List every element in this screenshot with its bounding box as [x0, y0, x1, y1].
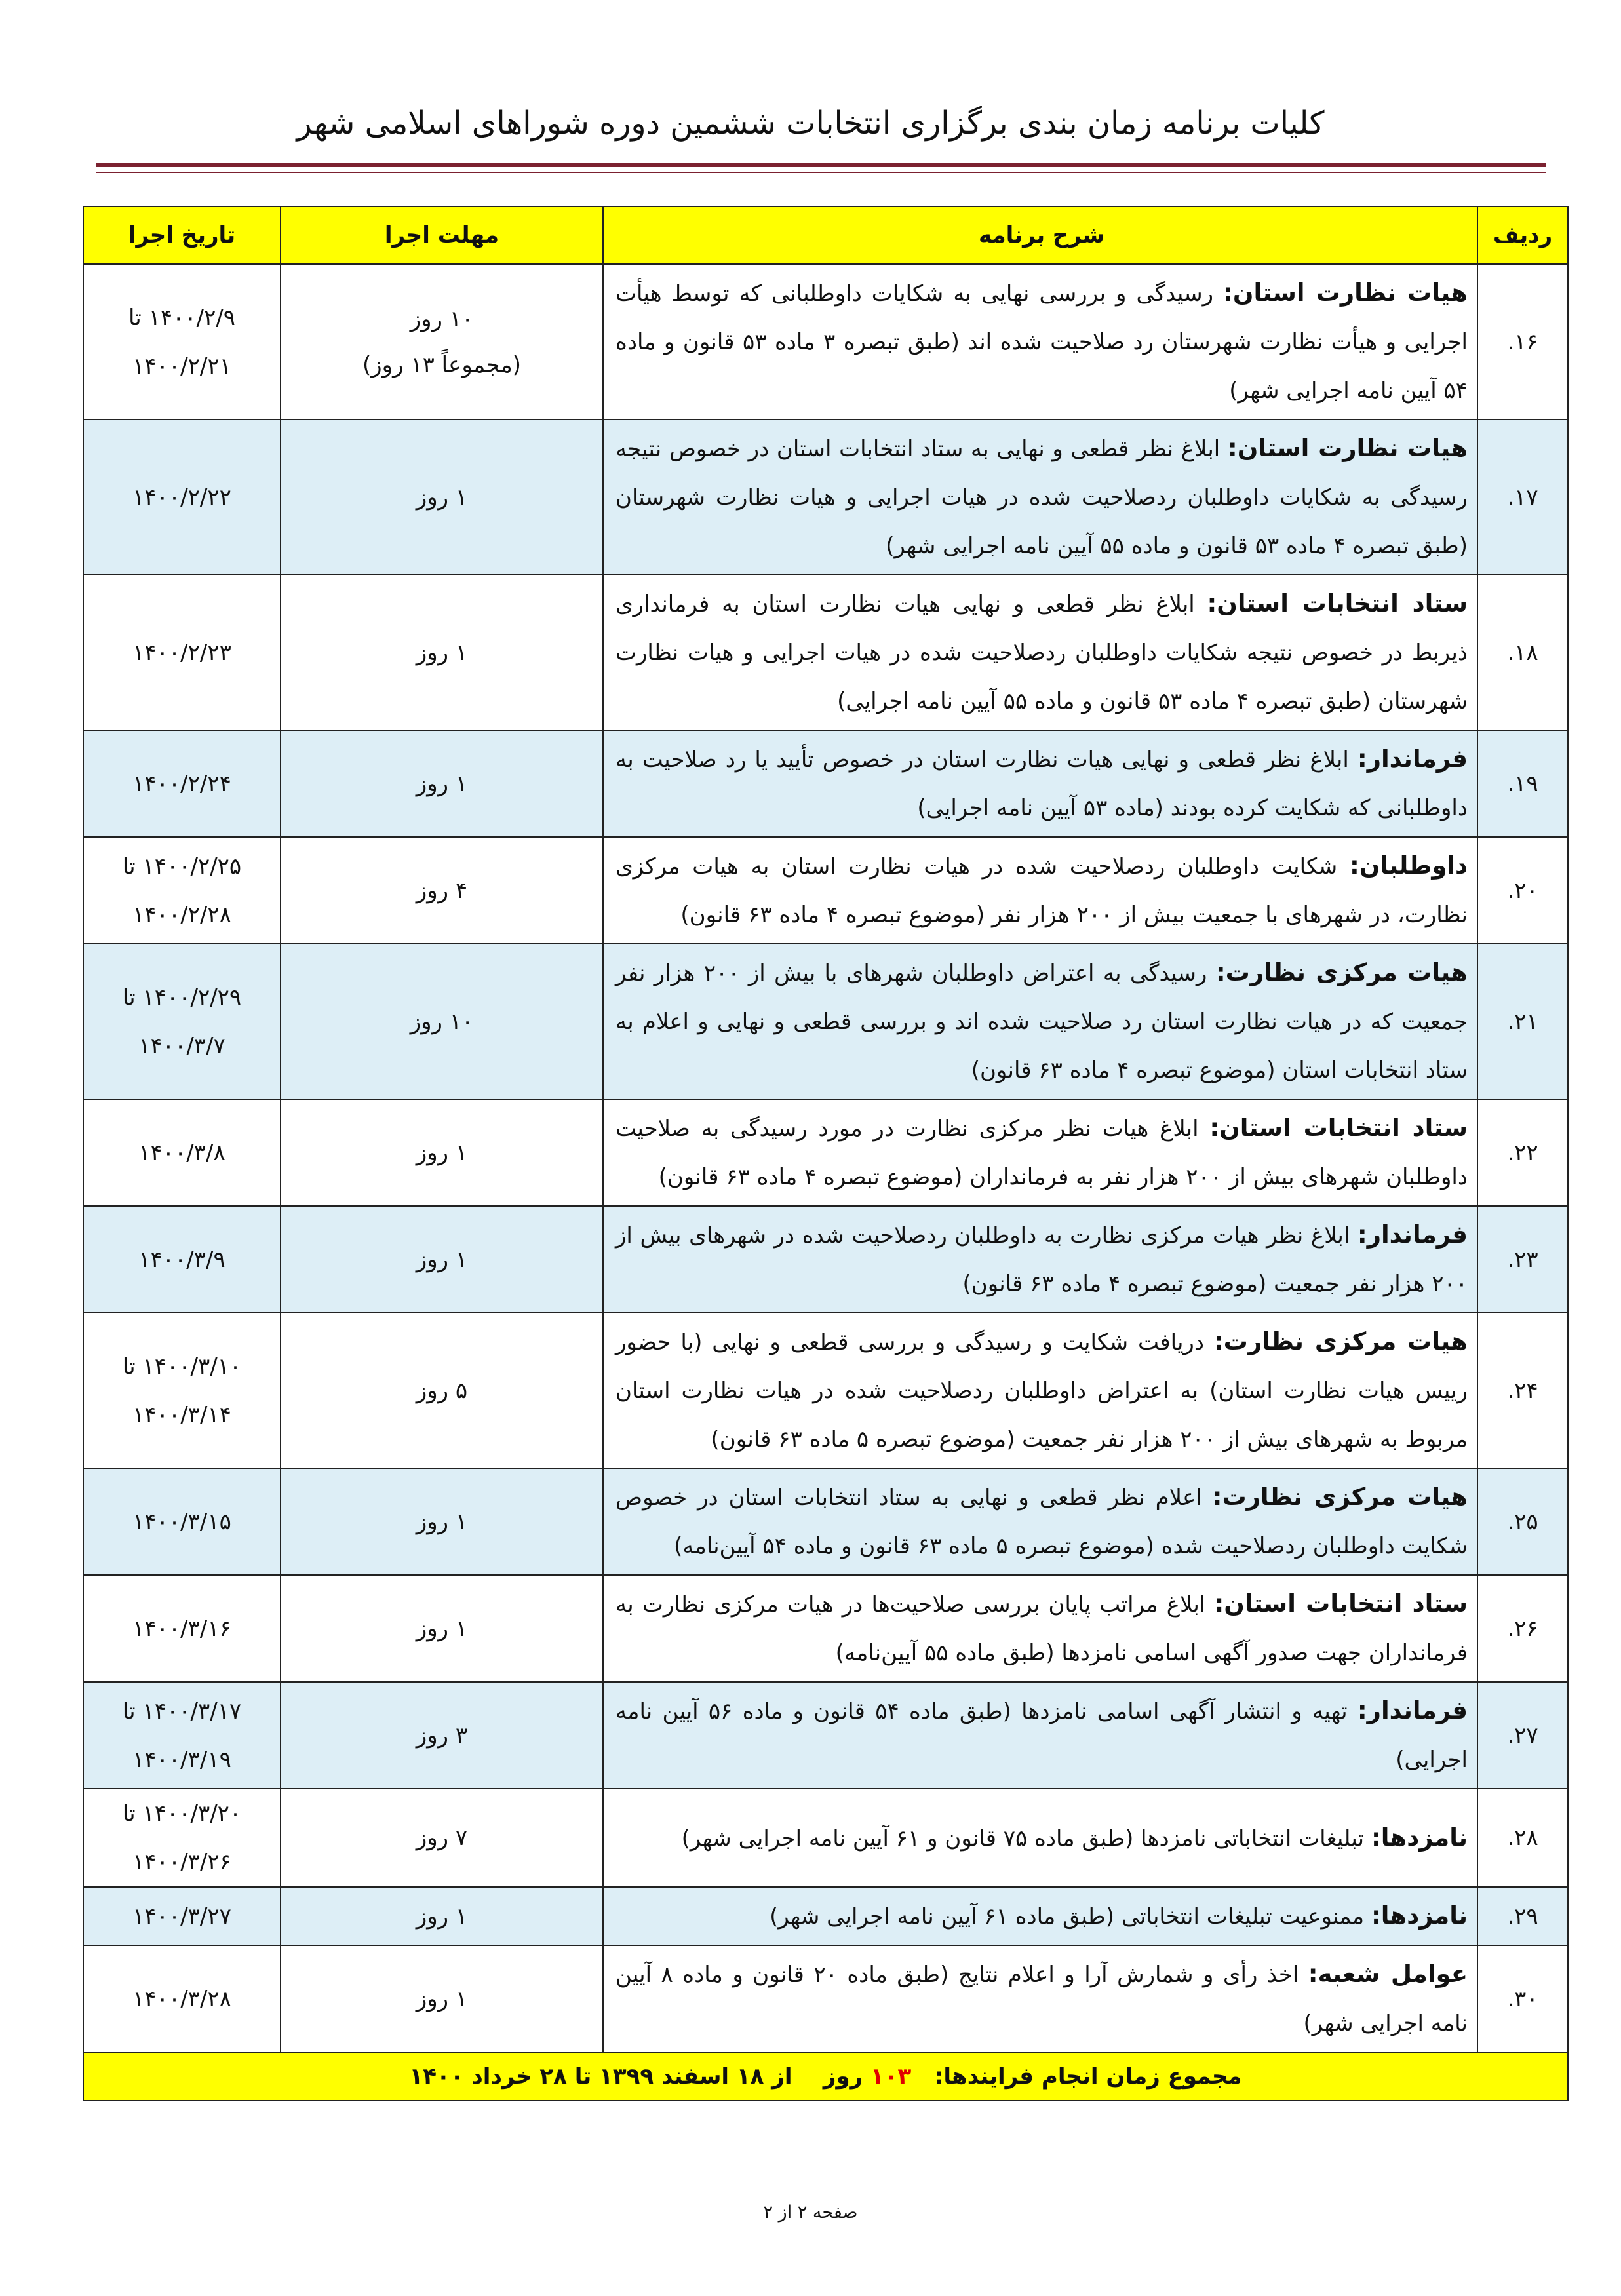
- row-number: ۲۵.: [1477, 1468, 1568, 1575]
- date-from: ۱۴۰۰/۳/۲۸: [132, 1985, 231, 2012]
- table-row: [83, 1099, 1568, 1206]
- date-from: ۱۴۰۰/۲/۲۹ تا: [122, 984, 242, 1011]
- date-from: ۱۴۰۰/۲/۹ تا: [128, 304, 236, 331]
- row-text: ابلاغ نظر قطعی و نهایی هیات نظارت استان در خصوص تأیید یا رد صلاحیت به داوطلبانی که شکایت کرده بودند (ماده ۵۳ آیین نامه اجرایی): [615, 747, 1468, 821]
- summary-label: مجموع زمان انجام فرایندها:: [934, 2063, 1242, 2090]
- summary-days-value: ۱۰۳: [870, 2063, 912, 2090]
- row-description: [603, 1206, 1477, 1313]
- row-duration: [281, 575, 603, 730]
- duration-value: ۱۰ روز: [410, 1008, 474, 1035]
- row-description: [603, 1682, 1477, 1789]
- row-description: [603, 944, 1477, 1099]
- date-from: ۱۴۰۰/۳/۲۰ تا: [122, 1800, 242, 1827]
- row-date: [83, 575, 281, 730]
- date-to: ۱۴۰۰/۳/۷: [138, 1032, 225, 1059]
- row-number: ۳۰.: [1477, 1945, 1568, 2052]
- row-date: [83, 1313, 281, 1468]
- summary-row: [83, 2052, 1568, 2101]
- duration-value: ۷ روز: [416, 1825, 468, 1851]
- row-duration: [281, 1206, 603, 1313]
- summary-range: از ۱۸ اسفند ۱۳۹۹ تا ۲۸ خرداد ۱۴۰۰: [409, 2063, 792, 2090]
- row-date: [83, 730, 281, 837]
- header-duration: مهلت اجرا: [281, 206, 603, 264]
- row-number: ۲۴.: [1477, 1313, 1568, 1468]
- date-from: ۱۴۰۰/۳/۸: [138, 1139, 225, 1166]
- row-text: تهیه و انتشار آگهی اسامی نامزدها (طبق ماده ۵۴ قانون و ماده ۵۶ آیین نامه اجرایی): [615, 1698, 1468, 1773]
- duration-value: ۱۰ روز: [410, 305, 474, 332]
- row-number: ۱۶.: [1477, 264, 1568, 419]
- duration-value: ۱ روز: [416, 1508, 468, 1535]
- row-text: ابلاغ نظر هیات مرکزی نظارت به داوطلبان ردصلاحیت شده در شهرهای بیش از ۲۰۰ هزار نفر جمعیت (موضوع تبصره ۴ ماده ۶۳ قانون): [615, 1222, 1468, 1297]
- row-actor: هیات مرکزی نظارت:: [1212, 1483, 1468, 1511]
- row-number: ۲۶.: [1477, 1575, 1568, 1682]
- row-description: [603, 837, 1477, 944]
- duration-value: ۱ روز: [416, 1615, 468, 1642]
- row-actor: ستاد انتخابات استان:: [1214, 1589, 1468, 1618]
- date-to: ۱۴۰۰/۳/۱۹: [132, 1746, 231, 1773]
- row-duration: [281, 1887, 603, 1945]
- row-date: [83, 837, 281, 944]
- date-to: ۱۴۰۰/۳/۱۴: [132, 1401, 231, 1428]
- table-row: [83, 837, 1568, 944]
- row-number: ۲۰.: [1477, 837, 1568, 944]
- row-description: [603, 264, 1477, 419]
- duration-value: ۱ روز: [416, 1985, 468, 2012]
- row-number: ۲۳.: [1477, 1206, 1568, 1313]
- row-text: ابلاغ هیات نظر مرکزی نظارت در مورد رسیدگی به صلاحیت داوطلبان شهرهای بیش از ۲۰۰ هزار نفر به فرمانداران (موضوع تبصره ۴ ماده ۶۳ قانون): [615, 1116, 1468, 1190]
- row-number: ۲۹.: [1477, 1887, 1568, 1945]
- duration-value: ۱ روز: [416, 484, 468, 511]
- row-text: ممنوعیت تبلیغات انتخاباتی (طبق ماده ۶۱ آیین نامه اجرایی شهر): [770, 1903, 1371, 1930]
- table-row: [83, 1575, 1568, 1682]
- title-divider: [96, 163, 1546, 167]
- duration-value: ۱ روز: [416, 770, 468, 797]
- row-actor: فرماندار:: [1357, 745, 1468, 773]
- row-actor: نامزدها:: [1371, 1823, 1468, 1852]
- row-text: دریافت شکایت و رسیدگی و بررسی قطعی و نهایی (با حضور رییس هیات نظارت استان) به اعتراض داوطلبان ردصلاحیت شده در هیات نظارت استان مربوط به شهرهای بیش از ۲۰۰ هزار نفر جمعیت (موضوع تبصره ۵ ماده ۶۳ قانون): [615, 1329, 1468, 1452]
- row-actor: عوامل شعبه:: [1308, 1960, 1468, 1988]
- row-description: [603, 1789, 1477, 1887]
- row-actor: ستاد انتخابات استان:: [1209, 1114, 1468, 1142]
- row-date: [83, 1206, 281, 1313]
- duration-value: ۳ روز: [416, 1722, 468, 1749]
- row-date: [83, 1575, 281, 1682]
- duration-value: ۱ روز: [416, 1139, 468, 1166]
- row-number: ۱۹.: [1477, 730, 1568, 837]
- row-actor: نامزدها:: [1371, 1901, 1468, 1930]
- date-from: ۱۴۰۰/۲/۲۵ تا: [122, 853, 242, 880]
- duration-value: ۱ روز: [416, 1903, 468, 1930]
- table-row: [83, 730, 1568, 837]
- table-row: [83, 1468, 1568, 1575]
- row-date: [83, 1789, 281, 1887]
- row-description: [603, 575, 1477, 730]
- row-date: [83, 419, 281, 575]
- header-description: شرح برنامه: [603, 206, 1477, 264]
- table-row: [83, 575, 1568, 730]
- date-from: ۱۴۰۰/۳/۱۰ تا: [122, 1353, 242, 1380]
- row-text: رسیدگی و بررسی نهایی به شکایات داوطلبانی که توسط هیأت اجرایی و هیأت نظارت شهرستان رد صلاحیت شده اند (طبق تبصره ۳ ماده ۵۳ قانون و ماده ۵۴ آیین نامه اجرایی شهر): [615, 281, 1468, 404]
- row-number: ۱۸.: [1477, 575, 1568, 730]
- row-duration: [281, 419, 603, 575]
- row-text: اعلام نظر قطعی و نهایی به ستاد انتخابات استان در خصوص شکایت داوطلبان ردصلاحیت شده (موضوع تبصره ۵ ماده ۶۳ قانون و ماده ۵۴ آیین‌نامه): [615, 1485, 1468, 1559]
- duration-value: ۱ روز: [416, 1246, 468, 1273]
- table-row: [83, 264, 1568, 419]
- row-description: [603, 1887, 1477, 1945]
- row-duration: [281, 264, 603, 419]
- row-actor: هیات مرکزی نظارت:: [1215, 958, 1468, 986]
- page-footer: صفحه ۲ از ۲: [763, 2202, 858, 2223]
- row-duration: [281, 1682, 603, 1789]
- row-text: ابلاغ نظر قطعی و نهایی هیات نظارت استان به فرمانداری ذیربط در خصوص نتیجه شکایات داوطلبان ردصلاحیت شده در هیات اجرایی و هیات نظارت شهرستان (طبق تبصره ۴ ماده ۵۳ قانون و ماده ۵۵ آیین نامه اجرایی): [615, 591, 1468, 714]
- date-from: ۱۴۰۰/۲/۲۳: [132, 639, 231, 666]
- row-date: [83, 264, 281, 419]
- date-to: ۱۴۰۰/۲/۲۱: [132, 353, 231, 379]
- row-text: اخذ رأی و شمارش آرا و اعلام نتایج (طبق ماده ۲۰ قانون و ماده ۸ آیین نامه اجرایی شهر): [615, 1962, 1468, 2036]
- row-number: ۲۷.: [1477, 1682, 1568, 1789]
- duration-value: ۴ روز: [416, 877, 468, 904]
- table-row: [83, 1313, 1568, 1468]
- row-number: ۲۱.: [1477, 944, 1568, 1099]
- date-from: ۱۴۰۰/۲/۲۲: [132, 484, 231, 511]
- summary-cell: [83, 2052, 1568, 2101]
- row-duration: [281, 1789, 603, 1887]
- duration-value: ۱ روز: [416, 639, 468, 666]
- row-number: ۲۸.: [1477, 1789, 1568, 1887]
- row-duration: [281, 730, 603, 837]
- date-from: ۱۴۰۰/۳/۱۷ تا: [122, 1698, 242, 1724]
- table-row: [83, 1945, 1568, 2052]
- row-date: [83, 1887, 281, 1945]
- row-date: [83, 1099, 281, 1206]
- row-duration: [281, 1468, 603, 1575]
- row-description: [603, 1468, 1477, 1575]
- row-actor: داوطلبان:: [1350, 851, 1468, 880]
- table-row: [83, 1206, 1568, 1313]
- summary-days-unit: روز: [823, 2063, 863, 2090]
- row-actor: هیات نظارت استان:: [1227, 434, 1468, 462]
- table-row: [83, 419, 1568, 575]
- row-number: ۲۲.: [1477, 1099, 1568, 1206]
- table-row: [83, 1887, 1568, 1945]
- row-text: ابلاغ نظر قطعی و نهایی به ستاد انتخابات استان در خصوص نتیجه رسیدگی به شکایات داوطلبان ردصلاحیت شده در هیات اجرایی و هیات نظارت شهرستان (طبق تبصره ۴ ماده ۵۳ قانون و ماده ۵۵ آیین نامه اجرایی شهر): [615, 436, 1468, 559]
- header-date: تاریخ اجرا: [83, 206, 281, 264]
- row-duration: [281, 944, 603, 1099]
- duration-value: ۵ روز: [416, 1377, 468, 1404]
- row-duration: [281, 1575, 603, 1682]
- date-from: ۱۴۰۰/۳/۱۵: [132, 1508, 231, 1535]
- row-duration: [281, 1313, 603, 1468]
- table-row: [83, 1682, 1568, 1789]
- duration-note: (مجموعاً ۱۳ روز): [362, 351, 521, 378]
- row-date: [83, 1945, 281, 2052]
- table-header-row: [83, 206, 1568, 264]
- date-from: ۱۴۰۰/۳/۱۶: [132, 1615, 231, 1642]
- row-date: [83, 1468, 281, 1575]
- date-from: ۱۴۰۰/۳/۲۷: [132, 1903, 231, 1930]
- row-description: [603, 1313, 1477, 1468]
- row-text: رسیدگی به اعتراض داوطلبان شهرهای با بیش از ۲۰۰ هزار نفر جمعیت که در هیات نظارت استان رد صلاحیت شده اند و بررسی قطعی و نهایی و اعلام به ستاد انتخابات استان (موضوع تبصره ۴ ماده ۶۳ قانون): [615, 960, 1468, 1083]
- row-description: [603, 419, 1477, 575]
- row-duration: [281, 1099, 603, 1206]
- row-text: ابلاغ مراتب پایان بررسی صلاحیت‌ها در هیات مرکزی نظارت به فرمانداران جهت صدور آگهی اسامی نامزدها (طبق ماده ۵۵ آیین‌نامه): [615, 1591, 1468, 1666]
- row-description: [603, 1945, 1477, 2052]
- schedule-table: [83, 206, 1569, 2101]
- row-date: [83, 1682, 281, 1789]
- row-actor: هیات مرکزی نظارت:: [1213, 1327, 1468, 1355]
- page-title: کلیات برنامه زمان بندی برگزاری انتخابات ششمین دوره شوراهای اسلامی شهر: [296, 105, 1325, 142]
- row-actor: فرماندار:: [1357, 1696, 1468, 1724]
- row-description: [603, 730, 1477, 837]
- header-row-number: ردیف: [1477, 206, 1568, 264]
- table-row: [83, 1789, 1568, 1887]
- row-text: تبلیغات انتخاباتی نامزدها (طبق ماده ۷۵ قانون و ۶۱ آیین نامه اجرایی شهر): [681, 1825, 1371, 1852]
- date-to: ۱۴۰۰/۳/۲۶: [132, 1849, 231, 1875]
- row-duration: [281, 837, 603, 944]
- row-duration: [281, 1945, 603, 2052]
- row-description: [603, 1099, 1477, 1206]
- row-actor: هیات نظارت استان:: [1223, 279, 1468, 307]
- row-date: [83, 944, 281, 1099]
- row-description: [603, 1575, 1477, 1682]
- row-actor: ستاد انتخابات استان:: [1207, 589, 1468, 617]
- row-text: شکایت داوطلبان ردصلاحیت شده در هیات نظارت استان به هیات مرکزی نظارت، در شهرهای با جمعیت بیش از ۲۰۰ هزار نفر (موضوع تبصره ۴ ماده ۶۳ قانون): [615, 853, 1468, 928]
- title-divider-thin: [96, 172, 1546, 173]
- table-row: [83, 944, 1568, 1099]
- date-from: ۱۴۰۰/۳/۹: [138, 1246, 225, 1273]
- row-actor: فرماندار:: [1357, 1220, 1468, 1249]
- date-to: ۱۴۰۰/۲/۲۸: [132, 901, 231, 928]
- date-from: ۱۴۰۰/۲/۲۴: [132, 770, 231, 797]
- row-number: ۱۷.: [1477, 419, 1568, 575]
